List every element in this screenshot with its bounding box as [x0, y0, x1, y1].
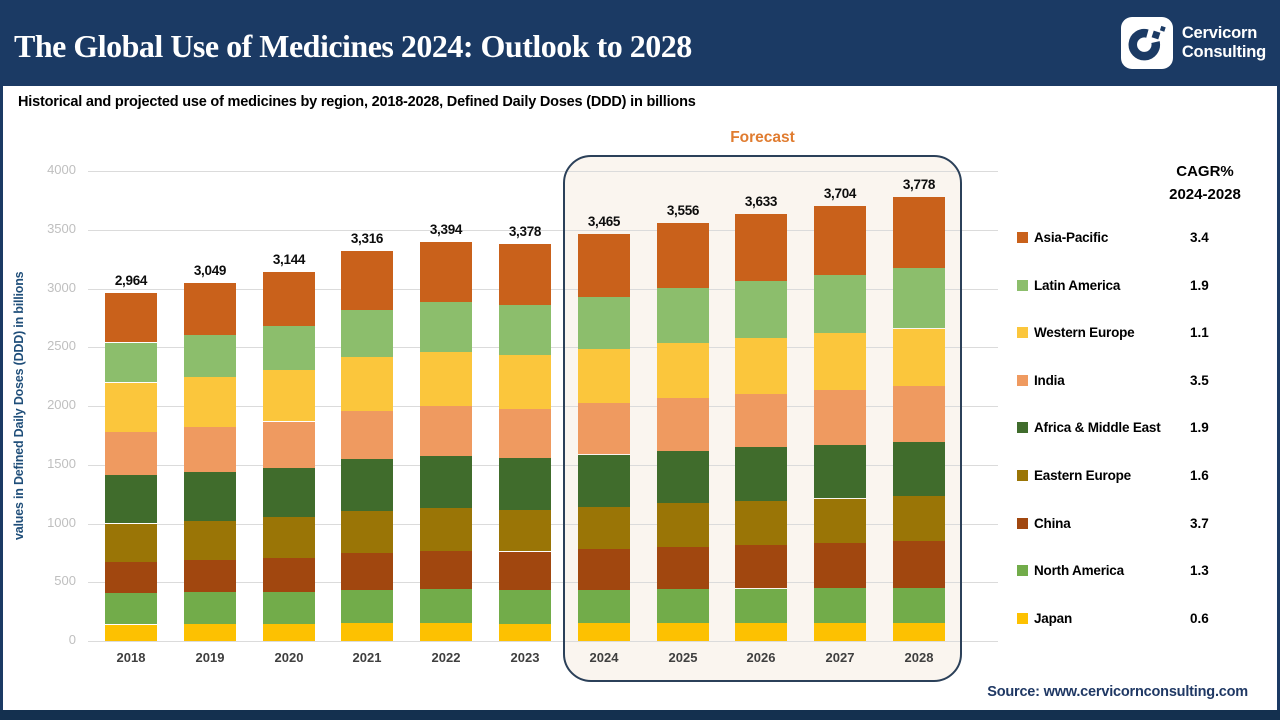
bar-segment-eastern-europe-2028 [893, 496, 945, 541]
gridline-0 [88, 641, 998, 642]
bar-segment-latin-america-2023 [499, 305, 551, 355]
bar-segment-china-2024 [578, 549, 630, 590]
bar-segment-africa-middle-east-2020 [263, 468, 315, 518]
bar-segment-north-america-2022 [420, 589, 472, 623]
brand-logo [1121, 17, 1266, 69]
bar-segment-india-2024 [578, 403, 630, 454]
legend-label: Asia-Pacific [1034, 229, 1109, 245]
x-axis-label-2025: 2025 [668, 650, 698, 665]
bar-segment-india-2021 [341, 411, 393, 460]
bar-segment-india-2018 [105, 432, 157, 476]
legend-item-japan [1017, 609, 1270, 627]
bar-segment-africa-middle-east-2022 [420, 456, 472, 508]
y-tick-label: 2000 [47, 397, 76, 412]
legend-swatch-icon [1017, 375, 1028, 386]
bar-segment-north-america-2023 [499, 590, 551, 623]
chart-subtitle: Historical and projected use of medicines by region, 2018-2028, Defined Daily Doses (DDD) in billions [18, 94, 696, 110]
bar-segment-india-2020 [263, 422, 315, 468]
legend-item-latin-america [1017, 276, 1270, 294]
bar-segment-asia-pacific-2022 [420, 242, 472, 302]
bar-segment-north-america-2025 [657, 589, 709, 623]
bar-segment-north-america-2028 [893, 588, 945, 623]
forecast-label: Forecast [730, 129, 795, 146]
legend-label: Japan [1034, 610, 1073, 626]
cervicorn-logo-icon [1121, 17, 1173, 69]
bottom-bar [0, 710, 1280, 720]
y-tick-label: 0 [68, 632, 76, 647]
bar-total-label-2023: 3,378 [508, 224, 542, 240]
bar-segment-china-2019 [184, 560, 236, 592]
bar-segment-western-europe-2024 [578, 349, 630, 403]
bar-segment-china-2026 [735, 545, 787, 589]
bar-segment-japan-2027 [814, 623, 866, 641]
bar-segment-latin-america-2024 [578, 297, 630, 349]
bar-segment-western-europe-2027 [814, 333, 866, 390]
bar-segment-japan-2021 [341, 623, 393, 641]
subtitle-bar [3, 86, 1277, 118]
bar-segment-north-america-2018 [105, 593, 157, 625]
bar-segment-india-2019 [184, 427, 236, 472]
bar-segment-eastern-europe-2024 [578, 507, 630, 550]
bar-segment-latin-america-2026 [735, 281, 787, 338]
bar-segment-latin-america-2028 [893, 268, 945, 328]
legend-cagr-value: 3.4 [1190, 229, 1209, 245]
bar-segment-asia-pacific-2020 [263, 272, 315, 326]
bar-total-label-2025: 3,556 [666, 203, 700, 219]
bar-segment-china-2023 [499, 552, 551, 591]
legend-swatch-icon [1017, 470, 1028, 481]
bar-segment-latin-america-2021 [341, 310, 393, 358]
legend-cagr-value: 3.7 [1190, 515, 1209, 531]
gridline-4000 [88, 171, 998, 172]
bar-segment-western-europe-2018 [105, 383, 157, 432]
x-axis-label-2019: 2019 [195, 650, 225, 665]
legend-item-china [1017, 514, 1270, 532]
bar-segment-asia-pacific-2023 [499, 244, 551, 305]
bar-segment-china-2025 [657, 547, 709, 589]
legend-cagr-value: 0.6 [1190, 610, 1209, 626]
bar-segment-asia-pacific-2025 [657, 223, 709, 288]
bar-segment-japan-2025 [657, 623, 709, 641]
bar-segment-africa-middle-east-2021 [341, 459, 393, 511]
bar-segment-china-2022 [420, 551, 472, 589]
header [0, 0, 1280, 86]
cagr-header-line2: 2024-2028 [1169, 186, 1241, 203]
y-tick-label: 1000 [47, 514, 76, 530]
bar-segment-china-2027 [814, 543, 866, 588]
bar-segment-north-america-2019 [184, 592, 236, 624]
brand-line2: Consulting [1181, 43, 1266, 61]
y-tick-label: 2500 [47, 338, 76, 354]
bar-segment-eastern-europe-2020 [263, 517, 315, 557]
brand-name [1182, 24, 1266, 62]
y-axis-title: values in Defined Daily Doses (DDD) in billions [12, 271, 26, 541]
bar-total-label-2019: 3,049 [193, 262, 227, 278]
bar-segment-africa-middle-east-2027 [814, 445, 866, 499]
source-link[interactable]: Source: www.cervicornconsulting.com [987, 684, 1248, 700]
bar-segment-latin-america-2025 [657, 288, 709, 343]
bar-segment-india-2025 [657, 398, 709, 451]
bar-segment-japan-2023 [499, 624, 551, 641]
legend-label: Africa & Middle East [1034, 419, 1161, 435]
bar-segment-latin-america-2019 [184, 335, 236, 377]
legend-cagr-value: 1.1 [1190, 324, 1209, 340]
bar-segment-china-2018 [105, 562, 157, 593]
legend-swatch-icon [1017, 232, 1028, 243]
legend-cagr-value: 1.6 [1190, 467, 1209, 483]
bar-segment-western-europe-2019 [184, 377, 236, 427]
y-tick-label: 1500 [47, 455, 76, 471]
bar-segment-latin-america-2027 [814, 275, 866, 334]
bar-segment-north-america-2021 [341, 590, 393, 624]
bar-segment-latin-america-2022 [420, 302, 472, 352]
bar-segment-western-europe-2022 [420, 352, 472, 406]
bar-segment-asia-pacific-2028 [893, 197, 945, 268]
bar-segment-eastern-europe-2026 [735, 501, 787, 545]
x-axis-label-2026: 2026 [746, 650, 776, 665]
legend-swatch-icon [1017, 613, 1028, 624]
bar-segment-india-2027 [814, 390, 866, 445]
y-tick-label: 500 [54, 573, 76, 589]
bar-segment-north-america-2020 [263, 592, 315, 625]
legend-label: Latin America [1034, 277, 1121, 293]
bar-total-label-2024: 3,465 [587, 213, 621, 229]
legend-label: India [1034, 372, 1065, 388]
y-tick-label: 3500 [47, 220, 76, 236]
bar-segment-africa-middle-east-2028 [893, 442, 945, 496]
bar-segment-china-2028 [893, 541, 945, 588]
bar-segment-western-europe-2020 [263, 370, 315, 421]
bar-segment-africa-middle-east-2023 [499, 458, 551, 509]
x-axis-label-2020: 2020 [274, 650, 304, 665]
legend-swatch-icon [1017, 422, 1028, 433]
legend-label: Western Europe [1034, 324, 1135, 340]
legend-item-eastern-europe [1017, 466, 1270, 484]
cagr-header [1145, 160, 1265, 206]
bar-segment-japan-2020 [263, 624, 315, 641]
bar-segment-eastern-europe-2023 [499, 510, 551, 552]
bar-total-label-2027: 3,704 [823, 185, 857, 201]
legend-swatch-icon [1017, 280, 1028, 291]
bar-segment-africa-middle-east-2024 [578, 455, 630, 507]
x-axis-label-2021: 2021 [352, 650, 382, 665]
cagr-header-line1: CAGR% [1176, 163, 1234, 180]
x-axis-label-2028: 2028 [904, 650, 934, 665]
bar-segment-japan-2026 [735, 623, 787, 641]
legend-item-africa-middle-east [1017, 418, 1270, 436]
legend-label: North America [1034, 562, 1124, 578]
bar-segment-western-europe-2028 [893, 329, 945, 386]
bar-segment-japan-2024 [578, 623, 630, 641]
page-border-left [0, 84, 3, 720]
x-axis-label-2023: 2023 [510, 650, 540, 665]
legend-cagr-value: 1.9 [1190, 419, 1209, 435]
bar-segment-eastern-europe-2022 [420, 508, 472, 551]
bar-segment-latin-america-2020 [263, 326, 315, 370]
bar-segment-africa-middle-east-2025 [657, 451, 709, 504]
legend-item-western-europe [1017, 323, 1270, 341]
legend-label: Eastern Europe [1034, 467, 1131, 483]
y-tick-label: 4000 [47, 162, 76, 177]
bar-total-label-2021: 3,316 [350, 231, 384, 247]
legend-cagr-value: 3.5 [1190, 372, 1209, 388]
bar-segment-western-europe-2025 [657, 343, 709, 398]
bar-segment-north-america-2027 [814, 588, 866, 623]
bar-segment-japan-2022 [420, 623, 472, 641]
bar-segment-japan-2019 [184, 624, 236, 641]
legend-swatch-icon [1017, 565, 1028, 576]
bar-segment-latin-america-2018 [105, 343, 157, 383]
bar-total-label-2020: 3,144 [272, 251, 306, 267]
x-axis-label-2024: 2024 [589, 650, 619, 665]
bar-segment-africa-middle-east-2019 [184, 472, 236, 521]
bar-segment-india-2023 [499, 409, 551, 459]
bar-segment-india-2028 [893, 386, 945, 442]
x-axis-label-2018: 2018 [116, 650, 146, 665]
brand-line1: Cervicorn [1181, 24, 1258, 42]
bar-segment-western-europe-2023 [499, 355, 551, 409]
bar-segment-africa-middle-east-2018 [105, 475, 157, 523]
bar-segment-eastern-europe-2019 [184, 521, 236, 560]
bar-total-label-2018: 2,964 [114, 272, 148, 288]
bar-segment-china-2021 [341, 553, 393, 590]
legend-item-north-america [1017, 561, 1270, 579]
legend-swatch-icon [1017, 327, 1028, 338]
legend-label: China [1034, 515, 1071, 531]
bar-segment-japan-2028 [893, 623, 945, 641]
bar-segment-asia-pacific-2027 [814, 206, 866, 275]
legend-cagr-value: 1.3 [1190, 562, 1209, 578]
bar-segment-eastern-europe-2025 [657, 503, 709, 546]
bar-segment-north-america-2026 [735, 589, 787, 623]
bar-segment-asia-pacific-2026 [735, 214, 787, 281]
bar-segment-asia-pacific-2019 [184, 283, 236, 335]
bar-segment-africa-middle-east-2026 [735, 447, 787, 501]
bar-segment-japan-2018 [105, 625, 157, 641]
legend-cagr-value: 1.9 [1190, 277, 1209, 293]
legend-item-india [1017, 371, 1270, 389]
bar-segment-eastern-europe-2027 [814, 499, 866, 543]
bar-segment-eastern-europe-2018 [105, 524, 157, 563]
bar-segment-north-america-2024 [578, 590, 630, 624]
bar-segment-asia-pacific-2024 [578, 234, 630, 297]
x-axis-label-2027: 2027 [825, 650, 855, 665]
bar-segment-asia-pacific-2018 [105, 293, 157, 343]
bar-segment-western-europe-2026 [735, 338, 787, 394]
bar-segment-asia-pacific-2021 [341, 251, 393, 309]
page-title: The Global Use of Medicines 2024: Outlook to 2028 [14, 27, 692, 64]
bar-segment-india-2022 [420, 406, 472, 456]
y-tick-label: 3000 [47, 279, 76, 295]
bar-total-label-2028: 3,778 [902, 177, 936, 193]
legend-item-asia-pacific [1017, 228, 1270, 246]
legend-swatch-icon [1017, 518, 1028, 529]
x-axis-label-2022: 2022 [431, 650, 461, 665]
bar-total-label-2026: 3,633 [744, 194, 778, 210]
bar-segment-eastern-europe-2021 [341, 511, 393, 553]
bar-segment-china-2020 [263, 558, 315, 592]
bar-total-label-2022: 3,394 [429, 222, 463, 238]
bar-segment-western-europe-2021 [341, 357, 393, 411]
bar-segment-india-2026 [735, 394, 787, 448]
